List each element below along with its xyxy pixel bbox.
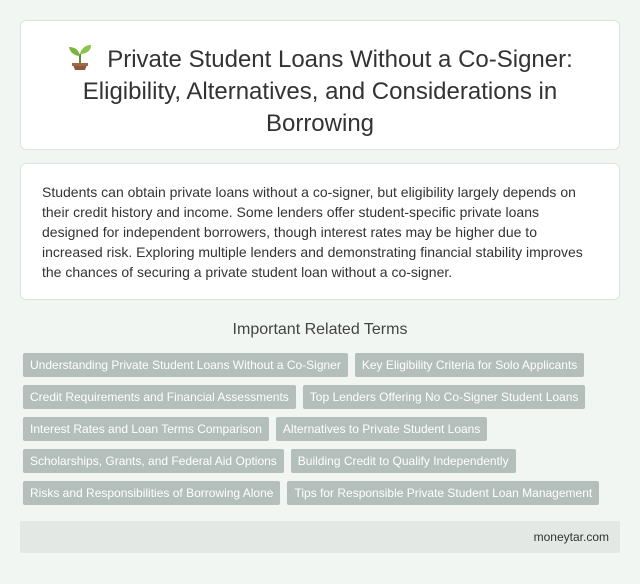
tag-credit-requirements[interactable]: Credit Requirements and Financial Assessments	[23, 385, 296, 409]
seedling-icon	[67, 43, 93, 71]
tag-alternatives[interactable]: Alternatives to Private Student Loans	[276, 417, 487, 441]
page-title	[41, 43, 599, 140]
tag-risks-responsibilities[interactable]: Risks and Responsibilities of Borrowing Alone	[23, 481, 280, 505]
title-card	[20, 20, 620, 150]
tag-understanding-private-loans[interactable]: Understanding Private Student Loans Without a Co-Signer	[23, 353, 348, 377]
footer-site-name[interactable]: moneytar.com	[533, 530, 609, 544]
tag-row	[23, 353, 613, 377]
tag-interest-rates[interactable]: Interest Rates and Loan Terms Comparison	[23, 417, 269, 441]
tag-row	[23, 385, 613, 409]
tag-scholarships-grants[interactable]: Scholarships, Grants, and Federal Aid Options	[23, 449, 284, 473]
summary-card	[20, 163, 620, 300]
tag-row	[23, 449, 613, 473]
related-terms-heading: Important Related Terms	[232, 321, 408, 338]
tag-row	[23, 481, 613, 505]
tag-key-eligibility-criteria[interactable]: Key Eligibility Criteria for Solo Applicants	[355, 353, 584, 377]
tag-top-lenders[interactable]: Top Lenders Offering No Co-Signer Student Loans	[303, 385, 586, 409]
footer	[20, 521, 620, 553]
tag-building-credit[interactable]: Building Credit to Qualify Independently	[291, 449, 516, 473]
summary-text: Students can obtain private loans without a co-signer, but eligibility largely depends on their credit history and income. Some lenders offer student-specific private loans designed for independent borrowers, though interest rates may be higher due to increased risk. Exploring multiple lenders and demonstrating financial stability improves the chances of securing a private student loan without a co-signer.	[42, 184, 583, 280]
related-terms-list	[23, 353, 613, 513]
tag-row	[23, 417, 613, 441]
tag-tips-management[interactable]: Tips for Responsible Private Student Loan Management	[287, 481, 599, 505]
page-title-text: Private Student Loans Without a Co-Signer: Eligibility, Alternatives, and Considerations in Borrowing	[82, 46, 573, 137]
